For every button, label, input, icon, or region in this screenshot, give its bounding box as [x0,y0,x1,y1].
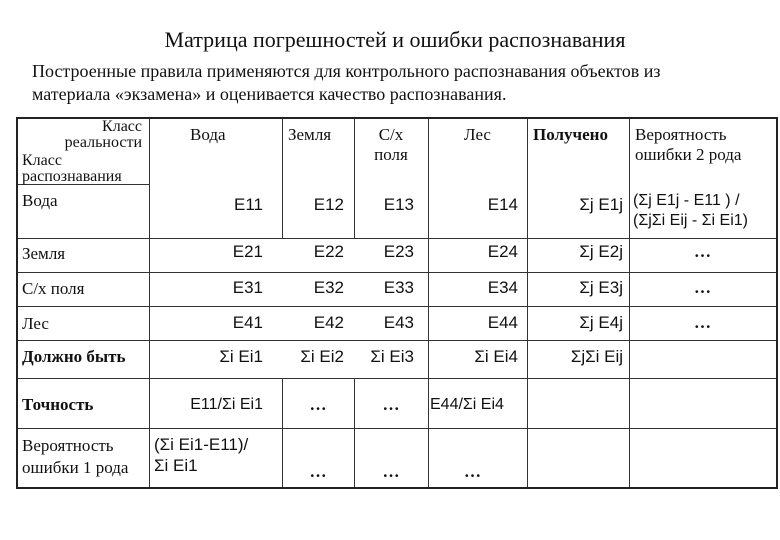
header-obtained: Получено [533,125,608,144]
cell-error1-land: … [309,462,327,481]
cell-e41: E41 [232,313,263,332]
cell-accuracy-land: … [309,395,327,414]
cell-accuracy-forest: E44/Σi Ei4 [430,396,504,413]
column-divider [149,119,150,487]
intro-line-2: материала «экзамена» и оценивается качество распознавания. [32,84,507,104]
row-divider [18,378,776,379]
row-divider [18,238,776,239]
cell-e23: E23 [383,242,414,261]
cell-sum-ei2: Σi Ei2 [300,347,344,366]
header-forest: Лес [464,125,491,144]
column-divider [527,119,528,487]
row-divider [18,306,776,307]
row-label-water: Вода [22,191,58,210]
cell-accuracy-water: E11/Σi Ei1 [190,396,263,413]
cell-sum-e3j: Σj E3j [579,278,623,297]
cell-e31: E31 [232,278,263,297]
cell-accuracy-fields: … [382,395,400,414]
cell-e12: E12 [313,195,344,214]
cell-total-eij: ΣjΣi Eij [570,347,623,366]
header-land: Земля [288,125,332,144]
cell-e11: E11 [234,195,263,214]
cell-e22: E22 [313,242,344,261]
cell-error2-forest: … [694,313,711,332]
intro-text [32,60,767,106]
cell-e14: E14 [487,195,518,214]
cell-sum-ei1: Σi Ei1 [219,347,263,366]
cell-error2-land: … [694,242,711,261]
row-label-forest: Лес [22,314,49,333]
header-fields: С/х поля [374,125,408,164]
column-divider [629,119,630,487]
cell-e24: E24 [487,242,518,261]
row-label-must-be: Должно быть [22,347,126,366]
row-label-accuracy: Точность [22,395,94,414]
cell-error1-water: (Σi Ei1-E11)/ Σi Ei1 [154,435,249,475]
header-water: Вода [190,125,226,144]
header-error-type-2: Вероятность ошибки 2 рода [635,125,742,164]
cell-error2-water: (Σj E1j - E11 ) / (ΣjΣi Eij - Σi Ei1) [633,192,749,229]
page-title: Матрица погрешностей и ошибки распознавания [164,27,626,52]
column-divider [428,119,429,487]
cell-error2-fields: … [694,278,711,297]
cell-error1-fields: … [382,462,400,481]
cell-e33: E33 [383,278,414,297]
cell-e34: E34 [487,278,518,297]
cell-sum-ei4: Σi Ei4 [474,347,518,366]
cell-sum-e2j: Σj E2j [579,242,623,261]
cell-sum-ei3: Σi Ei3 [370,347,414,366]
cell-e13: E13 [383,195,414,214]
cell-e32: E32 [313,278,344,297]
row-label-land: Земля [22,244,66,263]
cell-sum-e1j: Σj E1j [579,195,623,214]
intro-line-1: Построенные правила применяются для контрольного распознавания объектов из [32,61,661,81]
row-label-fields: С/х поля [22,279,85,298]
cell-error1-forest: … [464,462,481,481]
row-divider [18,272,776,273]
cell-e43: E43 [383,313,414,332]
row-label-error-type-1: Вероятность ошибки 1 рода [22,436,129,477]
header-corner-real-class: Класс реальности [64,118,142,151]
cell-e21: E21 [232,242,263,261]
cell-e44: E44 [487,313,518,332]
row-divider [18,340,776,341]
header-corner-recognized-class: Класс распознавания [22,152,122,185]
confusion-matrix-table [16,117,778,489]
row-divider [18,428,776,429]
cell-e42: E42 [313,313,344,332]
column-divider [282,119,283,238]
cell-sum-e4j: Σj E4j [579,313,623,332]
